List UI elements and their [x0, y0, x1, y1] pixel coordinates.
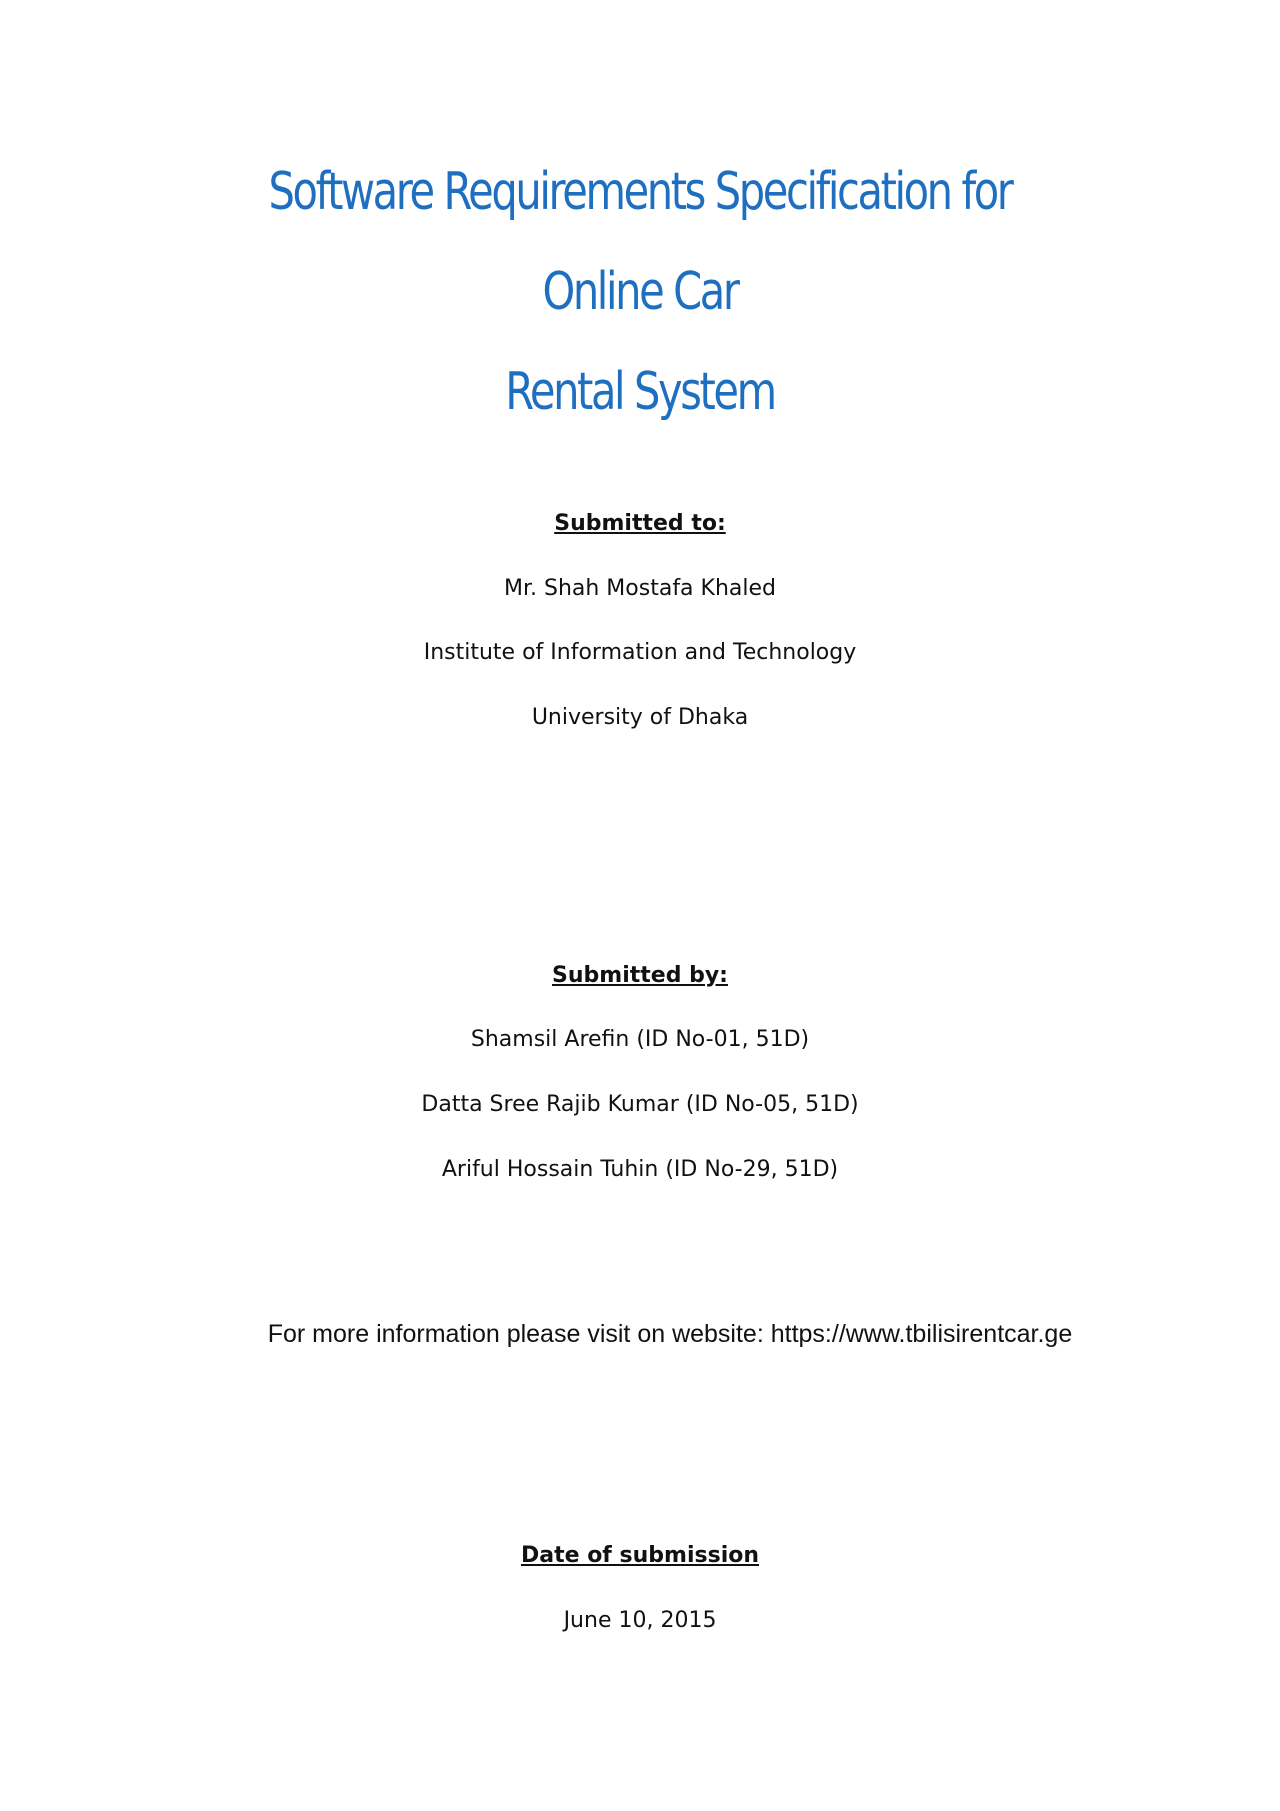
member-2: Datta Sree Rajib Kumar (ID No-05, 51D)	[421, 1092, 859, 1117]
submitted-by-heading: Submitted by:	[552, 963, 728, 988]
more-info-text: For more information please visit on website: https://www.tbilisirentcar.ge	[267, 1320, 1073, 1348]
institute-name: Institute of Information and Technology	[423, 640, 857, 665]
submission-date: June 10, 2015	[563, 1608, 717, 1633]
submitted-to-heading: Submitted to:	[554, 511, 726, 536]
title-line-2: Rental System	[505, 362, 775, 422]
submission-date-heading: Date of submission	[520, 1543, 760, 1568]
member-3: Ariful Hossain Tuhin (ID No-29, 51D)	[441, 1157, 839, 1182]
supervisor-name: Mr. Shah Mostafa Khaled	[503, 576, 776, 601]
document-title	[240, 142, 1040, 442]
title-line-1: Software Requirements Specification for Online Car	[268, 162, 1012, 322]
university-name: University of Dhaka	[531, 705, 749, 730]
member-1: Shamsil Arefin (ID No-01, 51D)	[470, 1027, 810, 1052]
